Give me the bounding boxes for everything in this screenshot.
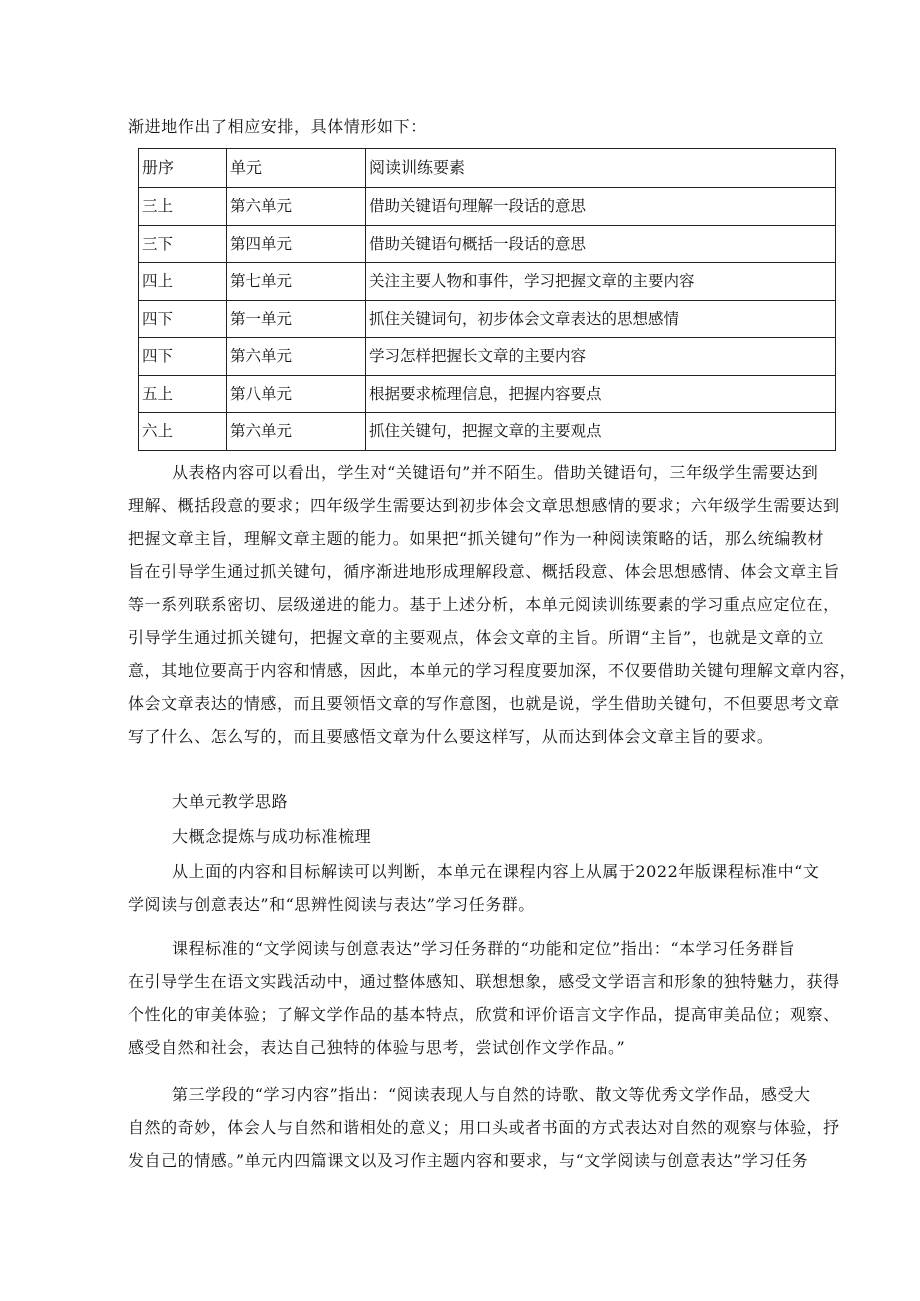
paragraph-line: 从表格内容可以看出，学生对“关键语句”并不陌生。借助关键语句，三年级学生需要达到: [172, 463, 819, 482]
cell-element: 抓住关键句，把握文章的主要观点: [366, 413, 836, 451]
table-row: [139, 338, 836, 376]
paragraph-line: 意，其地位要高于内容和情感，因此，本单元的学习程度要加深，不仅要借助关键句理解文章内容，: [128, 661, 857, 680]
cell-element: 关注主要人物和事件，学习把握文章的主要内容: [366, 263, 836, 301]
learning-content-paragraph: [128, 1078, 858, 1177]
cell-unit: 第六单元: [227, 413, 366, 451]
paragraph-line: 课程标准的“文学阅读与创意表达”学习任务群的“功能和定位”指出：“本学习任务群旨: [172, 939, 795, 958]
cell-volume: 四下: [139, 300, 227, 338]
cell-element: 抓住关键词句，初步体会文章表达的思想感情: [366, 300, 836, 338]
cell-unit: 第六单元: [227, 188, 366, 226]
subsection-heading: 大概念提炼与成功标准梳理: [172, 827, 372, 846]
intro-line: 渐进地作出了相应安排，具体情形如下：: [128, 117, 427, 136]
cell-element: 根据要求梳理信息，把握内容要点: [366, 375, 836, 413]
cell-volume: 五上: [139, 375, 227, 413]
table-row: [139, 413, 836, 451]
paragraph-line: 引导学生通过抓关键句，把握文章的主要观点，体会文章的主旨。所谓“主旨”，也就是文章的立: [128, 628, 825, 647]
standard-quote-paragraph: [128, 932, 858, 1064]
paragraph-line: 体会文章表达的情感，而且要领悟文章的写作意图，也就是说，学生借助关键句，不但要思考文章: [128, 694, 840, 713]
paragraph-line: 自然的奇妙，体会人与自然和谐相处的意义；用口头或者书面的方式表达对自然的观察与体验，抒: [128, 1118, 840, 1137]
cell-volume: 三上: [139, 188, 227, 226]
cell-element: 学习怎样把握长文章的主要内容: [366, 338, 836, 376]
cell-element: 借助关键语句概括一段话的意思: [366, 225, 836, 263]
paragraph-line: 发自己的情感。”单元内四篇课文以及习作主题内容和要求，与“文学阅读与创意表达”学习任务: [128, 1151, 809, 1170]
curriculum-paragraph: [128, 855, 858, 921]
cell-unit: 第一单元: [227, 300, 366, 338]
header-volume: 册序: [139, 149, 227, 188]
paragraph-line: 从上面的内容和目标解读可以判断，本单元在课程内容上从属于2022年版课程标准中“文: [172, 862, 820, 881]
table-row: [139, 225, 836, 263]
paragraph-line: 写了什么、怎么写的，而且要感悟文章为什么要这样写，从而达到体会文章主旨的要求。: [128, 727, 774, 746]
cell-unit: 第六单元: [227, 338, 366, 376]
cell-volume: 三下: [139, 225, 227, 263]
paragraph-line: 学阅读与创意表达”和“思辨性阅读与表达”学习任务群。: [128, 895, 535, 914]
reading-requirements-table: [138, 148, 836, 451]
cell-volume: 四下: [139, 338, 227, 376]
table-row: [139, 300, 836, 338]
cell-unit: 第七单元: [227, 263, 366, 301]
paragraph-line: 在引导学生在语文实践活动中，通过整体感知、联想想象，感受文学语言和形象的独特魅力，获得: [128, 972, 840, 991]
section-heading: 大单元教学思路: [172, 792, 289, 811]
table-row: [139, 188, 836, 226]
cell-volume: 六上: [139, 413, 227, 451]
table-row: [139, 375, 836, 413]
paragraph-line: 把握文章主旨，理解文章主题的能力。如果把“抓关键句”作为一种阅读策略的话，那么统编教材: [128, 529, 825, 548]
analysis-paragraph: [128, 456, 858, 753]
paragraph-line: 旨在引导学生通过抓关键句，循序渐进地形成理解段意、概括段意、体会思想感情、体会文章主旨: [128, 562, 840, 581]
paragraph-line: 第三学段的“学习内容”指出：“阅读表现人与自然的诗歌、散文等优秀文学作品，感受大: [172, 1085, 811, 1104]
header-unit: 单元: [227, 149, 366, 188]
paragraph-line: 个性化的审美体验；了解文学作品的基本特点，欣赏和评价语言文字作品，提高审美品位；观察、: [128, 1005, 840, 1024]
cell-element: 借助关键语句理解一段话的意思: [366, 188, 836, 226]
cell-unit: 第八单元: [227, 375, 366, 413]
paragraph-line: 等一系列联系密切、层级递进的能力。基于上述分析，本单元阅读训练要素的学习重点应定位在，: [128, 595, 840, 614]
table-row: [139, 263, 836, 301]
paragraph-line: 感受自然和社会，表达自己独特的体验与思考，尝试创作文学作品。”: [128, 1038, 626, 1057]
paragraph-line: 理解、概括段意的要求；四年级学生需要达到初步体会文章思想感情的要求；六年级学生需要达到: [128, 496, 840, 515]
table-header-row: [139, 149, 836, 188]
cell-volume: 四上: [139, 263, 227, 301]
cell-unit: 第四单元: [227, 225, 366, 263]
header-element: 阅读训练要素: [366, 149, 836, 188]
